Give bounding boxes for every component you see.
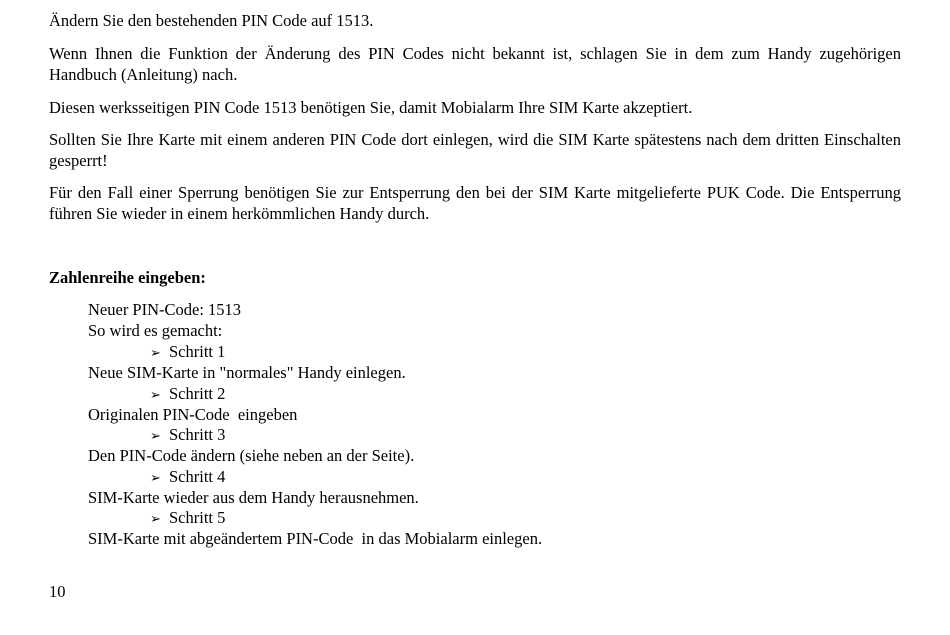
step-label-text: Schritt 1 bbox=[169, 342, 226, 361]
step-label bbox=[150, 341, 225, 364]
arrow-bullet-icon: ➢ bbox=[150, 512, 161, 527]
intro-how-to: So wird es gemacht: bbox=[88, 321, 223, 340]
arrow-bullet-icon: ➢ bbox=[150, 471, 161, 486]
step-label-text: Schritt 4 bbox=[169, 467, 226, 486]
arrow-bullet-icon: ➢ bbox=[150, 429, 161, 444]
step-label-text: Schritt 2 bbox=[169, 384, 226, 403]
step-instruction: Neue SIM-Karte in "normales" Handy einlegen. bbox=[88, 363, 406, 382]
paragraph-puk-code: Für den Fall einer Sperrung benötigen Sie zur Entsperrung den bei der SIM Karte mitgelieferte PUK Code. Die Entsperrung führen Sie wieder in einem herkömmlichen Handy durch. bbox=[49, 183, 901, 223]
step-label-text: Schritt 3 bbox=[169, 425, 226, 444]
step-label bbox=[150, 507, 225, 530]
page-number: 10 bbox=[49, 582, 66, 601]
step-instruction: Den PIN-Code ändern (siehe neben an der Seite). bbox=[88, 446, 415, 465]
arrow-bullet-icon: ➢ bbox=[150, 346, 161, 361]
section-heading: Zahlenreihe eingeben: bbox=[49, 268, 206, 287]
paragraph-factory-pin: Diesen werksseitigen PIN Code 1513 benötigen Sie, damit Mobialarm Ihre SIM Karte akzeptiert. bbox=[49, 98, 693, 117]
step-instruction: Originalen PIN-Code eingeben bbox=[88, 405, 298, 424]
step-instruction: SIM-Karte wieder aus dem Handy herausnehmen. bbox=[88, 488, 419, 507]
step-label-text: Schritt 5 bbox=[169, 508, 226, 527]
step-label bbox=[150, 424, 225, 447]
step-label bbox=[150, 466, 225, 489]
arrow-bullet-icon: ➢ bbox=[150, 388, 161, 403]
intro-new-pin: Neuer PIN-Code: 1513 bbox=[88, 300, 242, 319]
step-label bbox=[150, 383, 225, 406]
paragraph-manual-hint: Wenn Ihnen die Funktion der Änderung des PIN Codes nicht bekannt ist, schlagen Sie in dem zum Handy zugehörigen Handbuch (Anleitung) nach. bbox=[49, 44, 901, 84]
paragraph-sim-locked: Sollten Sie Ihre Karte mit einem anderen PIN Code dort einlegen, wird die SIM Karte spätestens nach dem dritten Einschalten gesperrt! bbox=[49, 130, 901, 170]
paragraph-change-pin: Ändern Sie den bestehenden PIN Code auf 1513. bbox=[49, 11, 374, 30]
step-instruction: SIM-Karte mit abgeändertem PIN-Code in das Mobialarm einlegen. bbox=[88, 529, 543, 548]
